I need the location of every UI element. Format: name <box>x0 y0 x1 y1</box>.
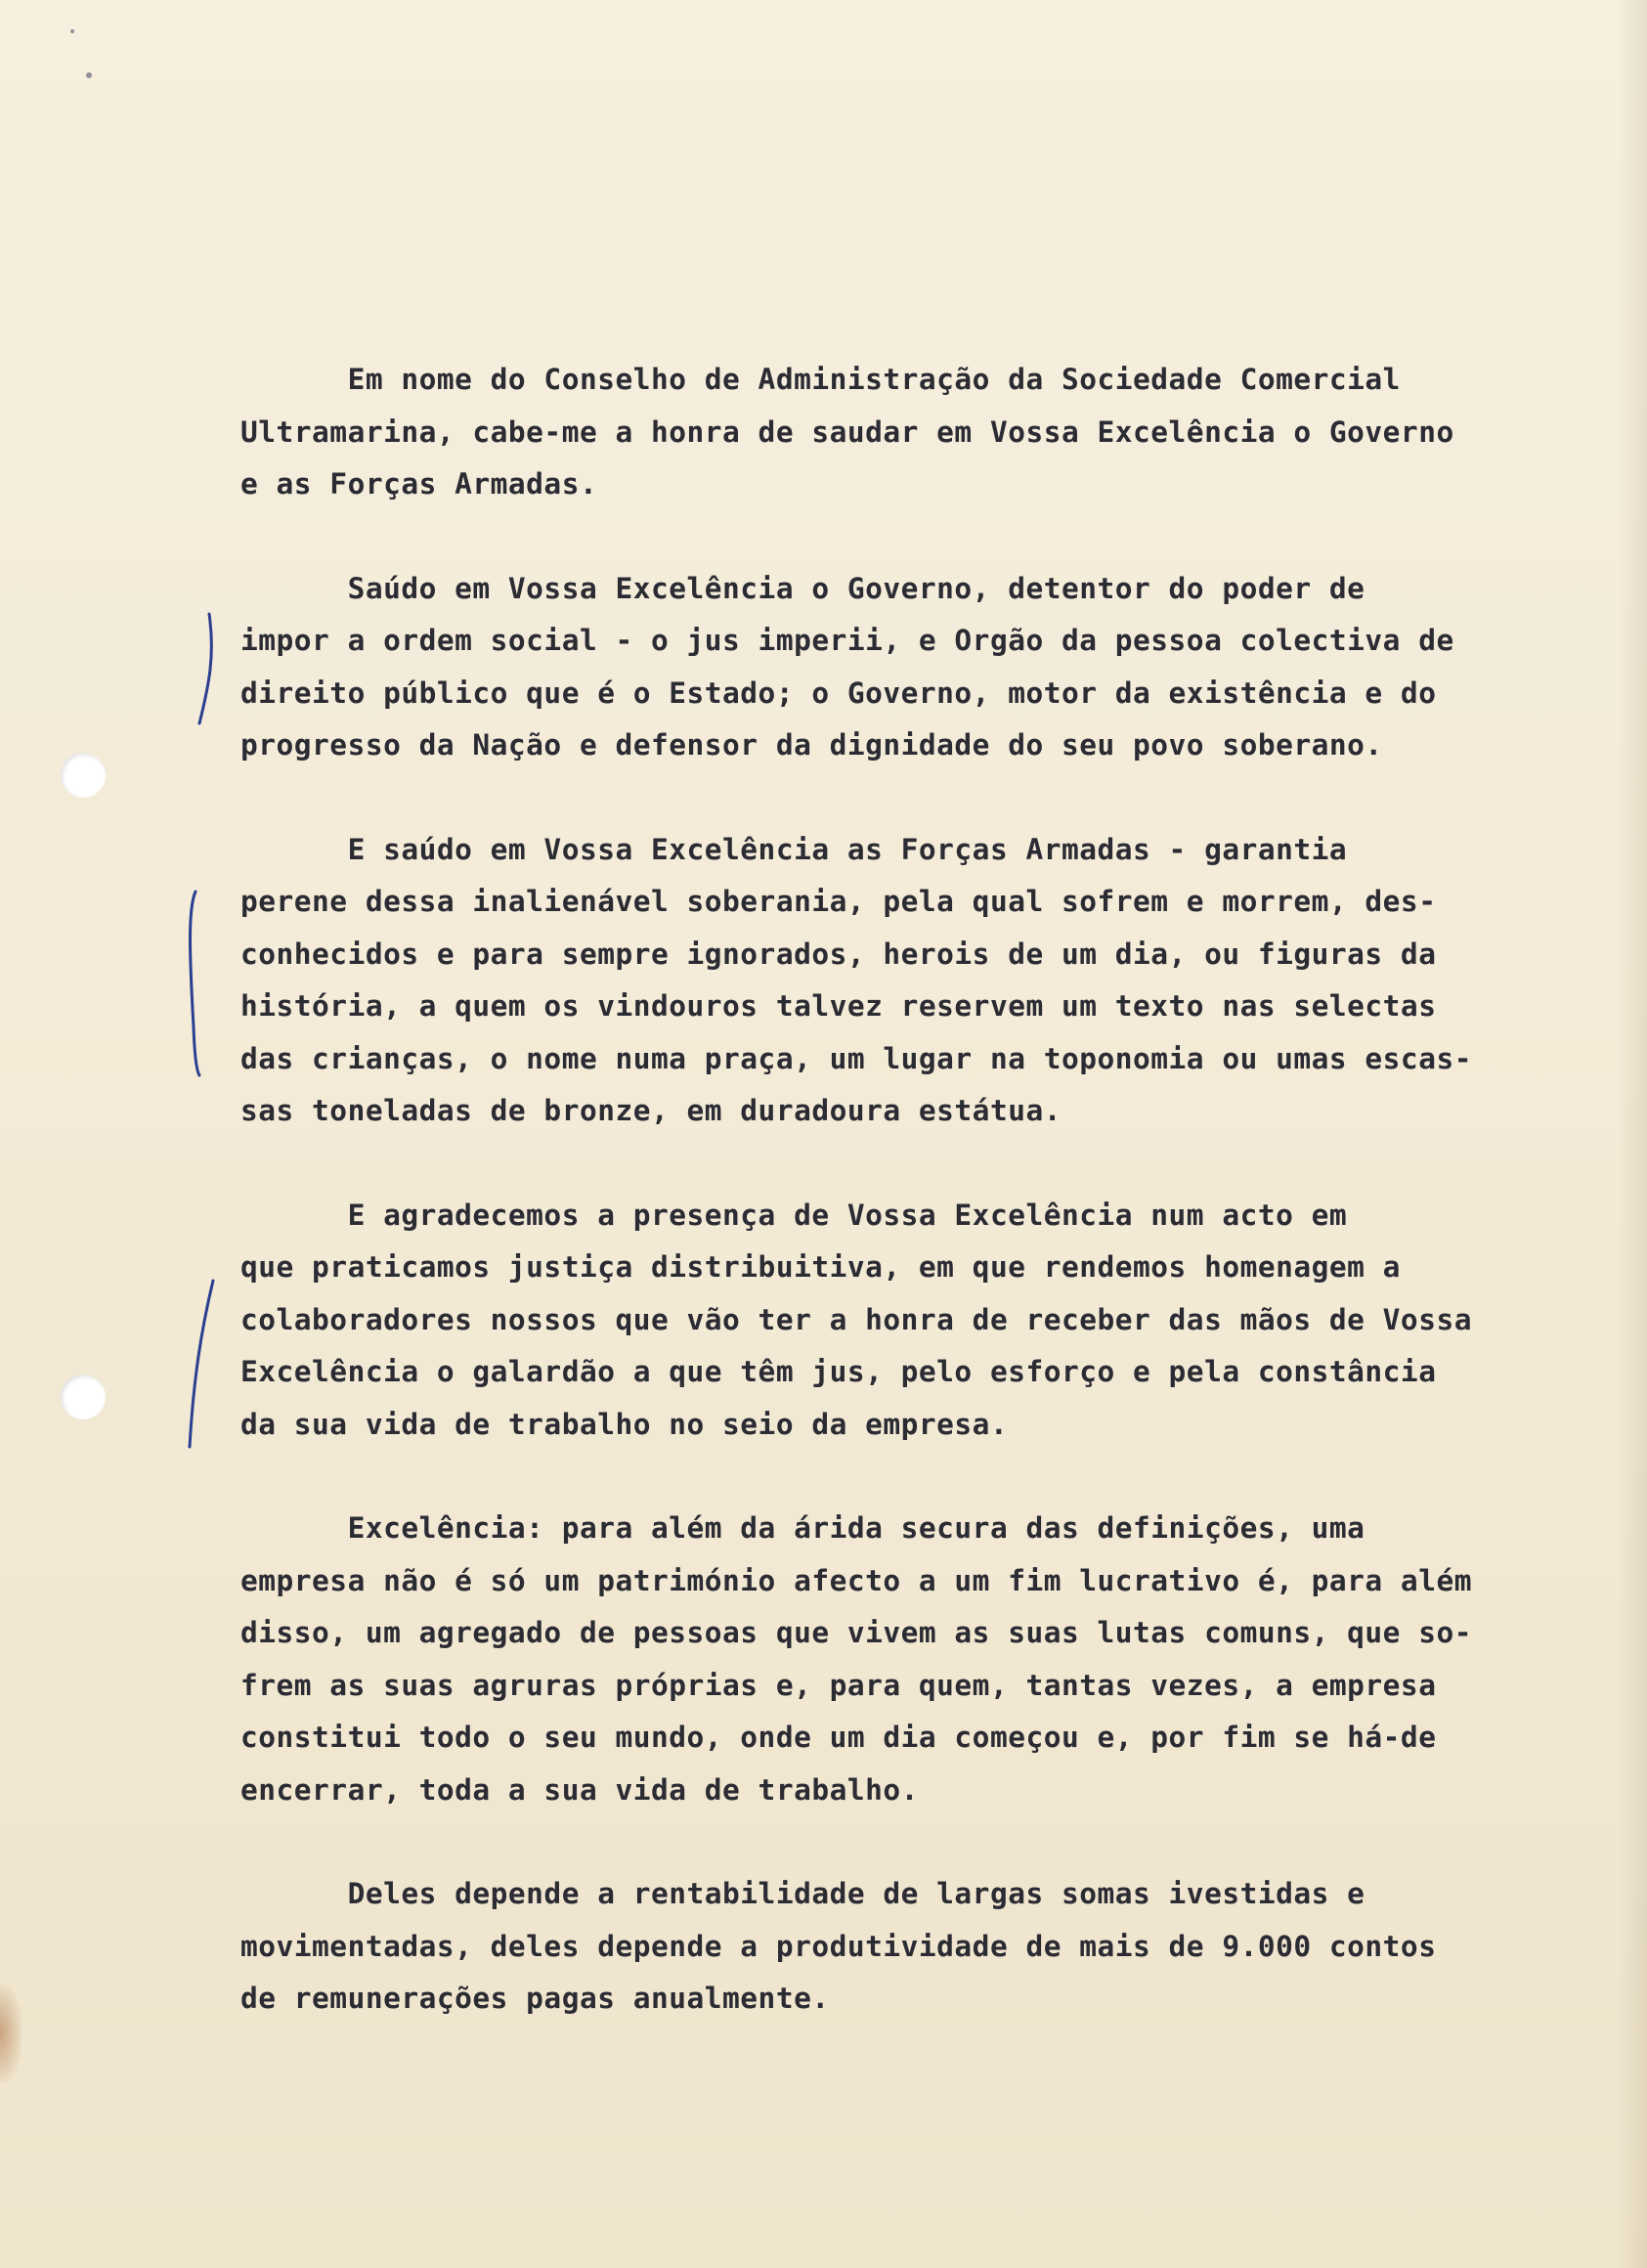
text-line: colaboradores nossos que vão ter a honra de receber das mãos de Vossa <box>240 1302 1472 1336</box>
text-line: E agradecemos a presença de Vossa Excelência num acto em <box>240 1198 1348 1232</box>
margin-bracket-mark <box>190 1281 213 1447</box>
text-line: sas toneladas de bronze, em duradoura estátua. <box>240 1094 1062 1127</box>
text-line: progresso da Nação e defensor da dignidade do seu povo soberano. <box>240 728 1383 762</box>
text-line: e as Forças Armadas. <box>240 467 598 501</box>
margin-annotations <box>0 0 254 2268</box>
text-line: empresa não é só um património afecto a um fim lucrativo é, para além <box>240 1563 1472 1597</box>
paragraph <box>240 824 1609 1138</box>
text-line: da sua vida de trabalho no seio da empresa. <box>240 1407 1009 1441</box>
text-line: que praticamos justiça distribuitiva, em que rendemos homenagem a <box>240 1250 1401 1284</box>
text-line: direito público que é o Estado; o Governo, motor da existência e do <box>240 676 1437 710</box>
text-line: história, a quem os vindouros talvez reservem um texto nas selectas <box>240 989 1437 1023</box>
text-line: encerrar, toda a sua vida de trabalho. <box>240 1772 919 1807</box>
margin-bracket-mark <box>199 614 211 723</box>
paragraph <box>240 354 1609 511</box>
text-line: conhecidos e para sempre ignorados, herois de um dia, ou figuras da <box>240 937 1437 971</box>
text-line: Ultramarina, cabe-me a honra de saudar em Vossa Excelência o Governo <box>240 414 1454 449</box>
text-line: impor a ordem social - o jus imperii, e Orgão da pessoa colectiva de <box>240 624 1454 657</box>
text-line: Excelência: para além da árida secura das definições, uma <box>240 1511 1365 1545</box>
text-line: de remunerações pagas anualmente. <box>240 1982 830 2015</box>
document-body <box>240 354 1609 2026</box>
page-edge-shadow <box>1618 0 1647 2268</box>
margin-bracket-mark <box>191 892 200 1075</box>
text-line: constitui todo o seu mundo, onde um dia começou e, por fim se há-de <box>240 1721 1437 1754</box>
paragraph <box>240 1868 1609 2026</box>
text-line: frem as suas agruras próprias e, para quem, tantas vezes, a empresa <box>240 1668 1437 1702</box>
text-line: movimentadas, deles depende a produtividade de mais de 9.000 contos <box>240 1929 1437 1963</box>
paragraph <box>240 1190 1609 1452</box>
text-line: Saúdo em Vossa Excelência o Governo, detentor do poder de <box>240 571 1365 605</box>
text-line: perene dessa inalienável soberania, pela qual sofrem e morrem, des- <box>240 885 1437 918</box>
text-line: E saúdo em Vossa Excelência as Forças Armadas - garantia <box>240 832 1348 866</box>
paragraph <box>240 1503 1609 1816</box>
text-line: Deles depende a rentabilidade de largas somas ivestidas e <box>240 1877 1365 1910</box>
paragraph <box>240 563 1609 772</box>
text-line: Excelência o galardão a que têm jus, pelo esforço e pela constância <box>240 1355 1437 1388</box>
text-line: das crianças, o nome numa praça, um lugar na toponomia ou umas escas- <box>240 1041 1472 1075</box>
text-line: Em nome do Conselho de Administração da Sociedade Comercial <box>240 363 1401 396</box>
text-line: disso, um agregado de pessoas que vivem as suas lutas comuns, que so- <box>240 1616 1472 1649</box>
